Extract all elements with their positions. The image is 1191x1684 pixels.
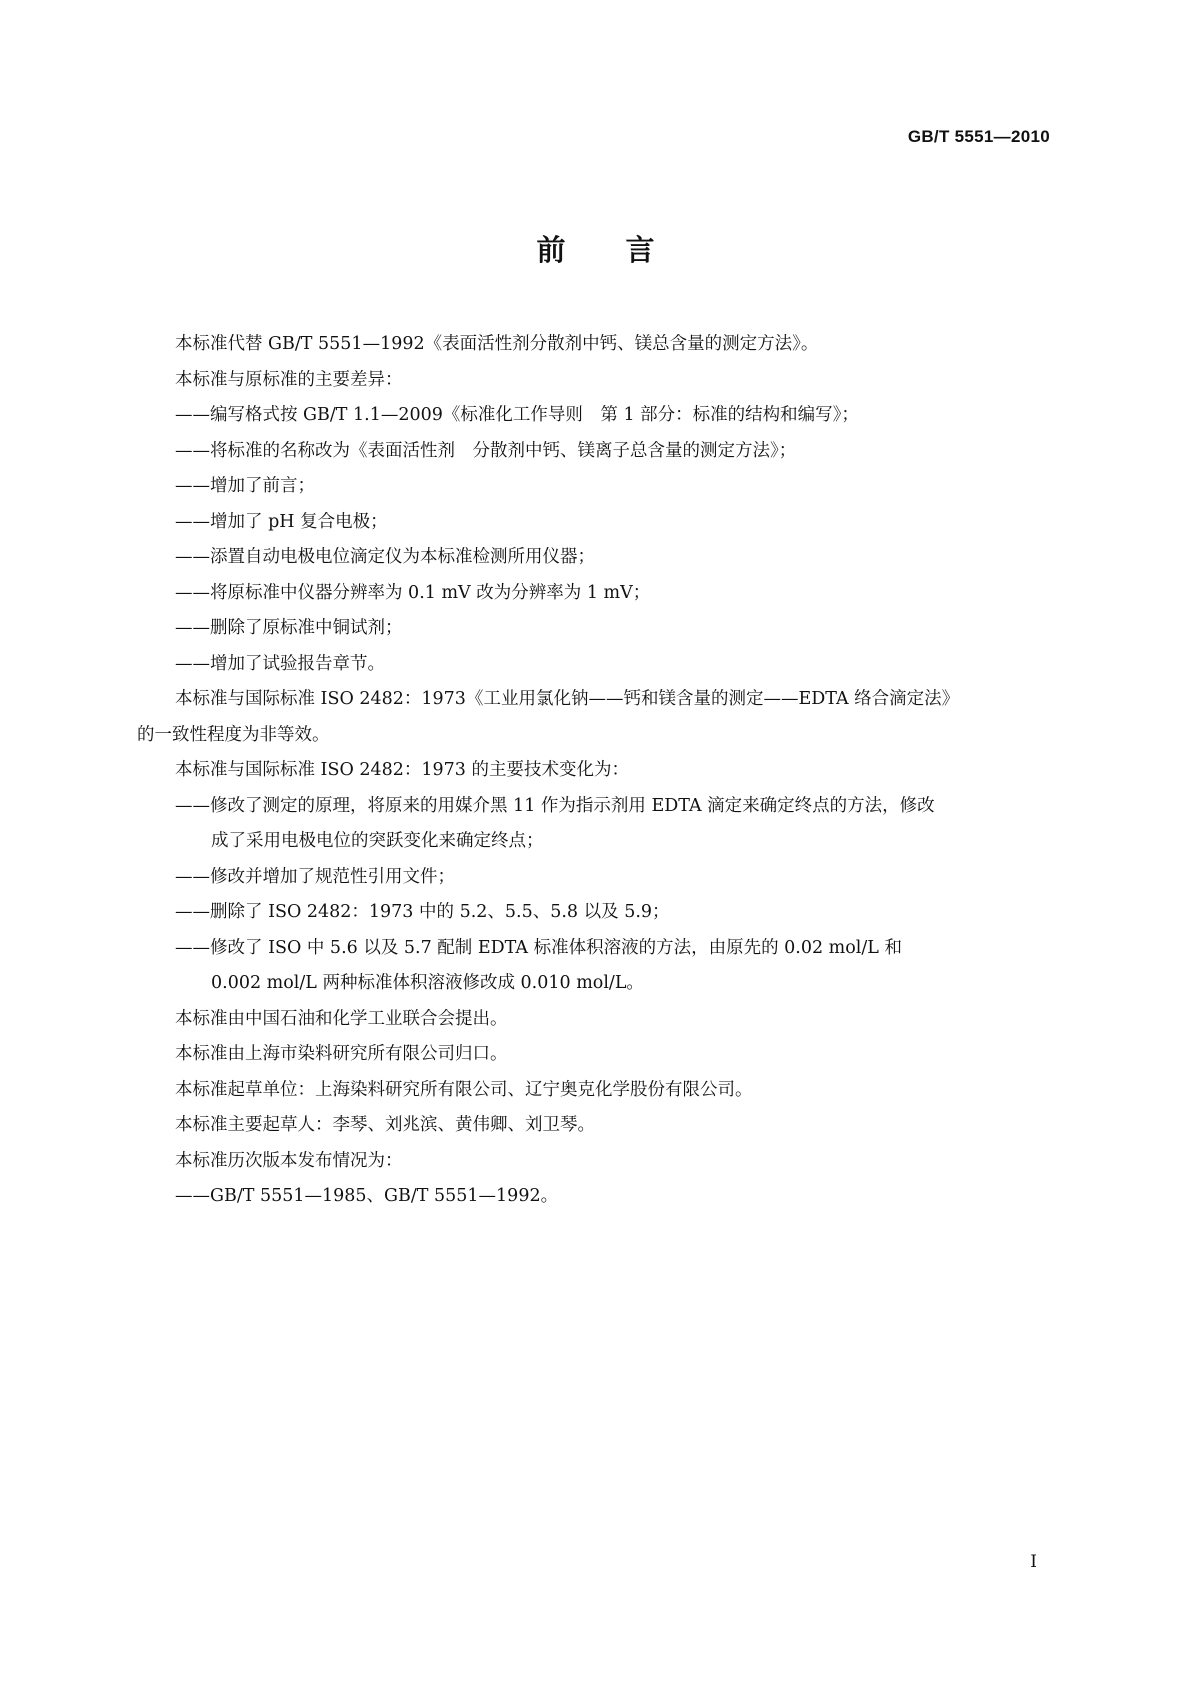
foreword-body: [137, 327, 1057, 1215]
page-title: [0, 228, 1191, 269]
list-item-continuation: 0.002 mol/L 两种标准体积溶液修改成 0.010 mol/L。: [211, 973, 644, 993]
list-item: ——修改并增加了规范性引用文件；: [175, 866, 455, 887]
list-item: ——增加了 pH 复合电极；: [175, 511, 388, 532]
title-char-2: 言: [625, 233, 655, 267]
list-item-continuation: 成了采用电极电位的突跃变化来确定终点；: [211, 831, 544, 851]
paragraph-drafters: 本标准主要起草人：李琴、刘兆滨、黄伟卿、刘卫琴。: [175, 1115, 595, 1135]
paragraph-history-intro: 本标准历次版本发布情况为：: [175, 1150, 403, 1171]
standard-code: GB/T 5551—2010: [907, 127, 1050, 146]
paragraph-tech-changes-intro: 本标准与国际标准 ISO 2482：1973 的主要技术变化为：: [175, 760, 630, 780]
list-item: ——删除了原标准中铜试剂；: [175, 618, 403, 638]
paragraph-differences-intro: 本标准与原标准的主要差异：: [175, 369, 403, 390]
list-item: ——增加了试验报告章节。: [175, 653, 385, 674]
paragraph-iso-relation-cont: 的一致性程度为非等效。: [137, 724, 330, 745]
paragraph-iso-relation: 本标准与国际标准 ISO 2482：1973《工业用氯化钠——钙和镁含量的测定——EDTA 络合滴定法》: [175, 689, 960, 709]
list-item: ——将原标准中仪器分辨率为 0.1 mV 改为分辨率为 1 mV；: [175, 582, 651, 603]
paragraph-under-jurisdiction: 本标准由上海市染料研究所有限公司归口。: [175, 1044, 508, 1064]
paragraph-proposed-by: 本标准由中国石油和化学工业联合会提出。: [175, 1008, 508, 1029]
list-item: ——将标准的名称改为《表面活性剂 分散剂中钙、镁离子总含量的测定方法》；: [175, 440, 797, 461]
paragraph-replaces: 本标准代替 GB/T 5551—1992《表面活性剂分散剂中钙、镁总含量的测定方法》。: [175, 334, 819, 354]
list-item: ——编写格式按 GB/T 1.1—2009《标准化工作导则 第 1 部分：标准的结构和编写》；: [175, 405, 859, 425]
page-number: I: [1030, 1552, 1037, 1572]
list-item: ——修改了 ISO 中 5.6 以及 5.7 配制 EDTA 标准体积溶液的方法，由原先的 0.02 mol/L 和: [175, 937, 902, 958]
list-item: ——删除了 ISO 2482：1973 中的 5.2、5.5、5.8 以及 5.9；: [175, 902, 670, 922]
list-item: ——添置自动电极电位滴定仪为本标准检测所用仪器；: [175, 547, 595, 567]
list-item: ——增加了前言；: [175, 476, 315, 496]
list-item: ——GB/T 5551—1985、GB/T 5551—1992。: [175, 1186, 559, 1206]
list-item: ——修改了测定的原理，将原来的用媒介黑 11 作为指示剂用 EDTA 滴定来确定终点的方法，修改: [175, 795, 935, 816]
paragraph-drafting-units: 本标准起草单位：上海染料研究所有限公司、辽宁奥克化学股份有限公司。: [175, 1079, 753, 1100]
title-char-1: 前: [536, 233, 566, 267]
